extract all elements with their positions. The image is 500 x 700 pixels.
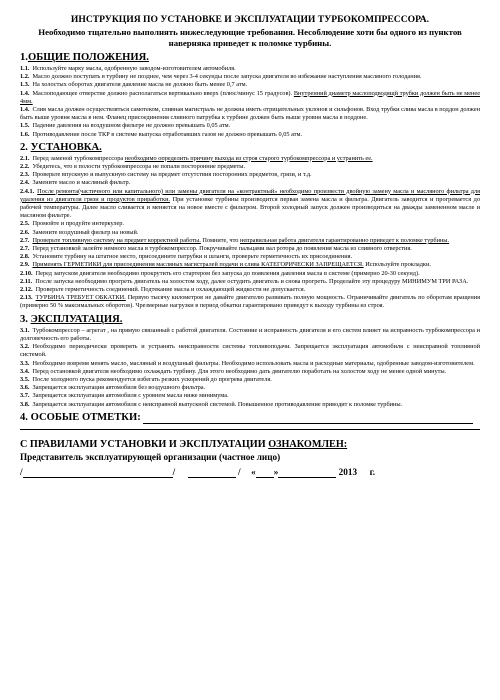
list-item: 2.4. Замените масло и масляный фильтр. — [20, 179, 131, 187]
month-field[interactable] — [278, 468, 336, 478]
special-notes-line[interactable] — [143, 414, 473, 424]
section-3-number: 3. — [20, 313, 28, 325]
list-item: 3.7. Запрещается эксплуатация автомобиля с уровнем масла ниже минимума. — [20, 392, 229, 400]
representative-label: Представитель эксплуатирующей организации (частное лицо) — [20, 451, 281, 462]
list-item: 3.1. Турбокомпрессор – агрегат , на прямую связанный с работой двигателя. Состояние и исправность двигателя и его систем влияет на исправность турбокомпрессора и долговечность его работы. — [20, 326, 480, 342]
list-item: 2.13. ТУРБИНА ТРЕБУЕТ ОБКАТКИ. Первую тысячу километров не давайте двигателю развивать полную мощность. Ограничивайте двигатель по оборотам вращения (примерно 50 % максимальных оборотов). Чрезмерные нагрузки в период обкатки гарантировано приведут к выходу турбины из строя. — [20, 294, 480, 310]
section-2-heading — [20, 142, 480, 154]
year-value: 2013 — [338, 466, 358, 477]
instruction-page — [20, 0, 480, 478]
list-item: 2.7. Перед установкой залейте немного масла в турбокомпрессор. Покручивайте пальцами вал ротора до появления масла из сливного отверстия. — [20, 245, 412, 253]
list-item: 2.11. После запуска необходимо прогреть двигатель на холостом ходу, далее остудить двигатель и снова прогреть. Проделайте эту процедуру МИНИМУМ ТРИ РАЗА. — [20, 277, 469, 285]
list-item: 1.1. Используйте марку масла, одобренную заводом-изготовителем автомобиля. — [20, 65, 236, 72]
list-item: 1.2. Масло должно поступать в турбину не позднее, чем через 3-4 секунды после запуска двигателя во избежание наступления масляного голодания. — [20, 73, 422, 81]
list-item: 3.3. Необходимо вовремя менять масло, масляный и воздушный фильтры. Необходимо использовать масла и расходные материалы, одобренные заводом-изготовителем. — [20, 359, 475, 367]
section-2-list — [20, 155, 480, 311]
list-item: 2.5. Промойте и продуйте интеркулер. — [20, 220, 125, 228]
section-1-heading — [20, 52, 480, 64]
section-2-number: 2. — [20, 141, 28, 153]
list-item: 1.5. Падение давления на воздушном фильтре не должно превышать 0,05 атм. — [20, 122, 231, 130]
list-item: 3.8. Запрещается эксплуатация автомобиля с неисправной выпускной системой. Повышенное противодавление приводит к поломке турбины. — [20, 400, 403, 408]
list-item: 2.9. Применять ГЕРМЕТИКИ для присоединения масляных магистралей подачи и слива КАТЕГОРИЧЕСКИ ЗАПРЕЩАЕТСЯ. Используйте прокладки. — [20, 261, 431, 269]
signature-line: / / / « » 2013 г. — [20, 466, 376, 477]
section-1-list — [20, 65, 480, 139]
section-3-title: ЭКСПЛУАТАЦИЯ. — [30, 313, 123, 325]
day-field[interactable] — [256, 468, 274, 478]
list-item: 2.7. Проверьте топливную систему на предмет корректной работы. Помните, что неправильная работа двигателя гарантированно приведет к поломке турбины. — [20, 236, 450, 244]
section-3-heading — [20, 314, 480, 326]
section-4-title: ОСОБЫЕ ОТМЕТКИ: — [30, 411, 141, 423]
signature-field[interactable] — [188, 468, 236, 478]
section-4-number: 4. — [20, 411, 28, 423]
section-4-heading — [20, 412, 480, 424]
name-field[interactable] — [23, 468, 173, 478]
section-3-list — [20, 327, 480, 409]
inner-diameter-note: Внутренний диаметр маслоподводящй трубки должен быть не менее 4мм. — [20, 89, 481, 105]
list-item: 1.4. Слив масла должен осуществляться самотеком, сливная магистраль не должна иметь отрицательных уклонов и сильфонов. Вход трубки слива масла в поддон должен быть выше уровня масла в нем. Фланец присоединения сливного патрубка к турбине должен быть выше уровня масла в поддоне. — [20, 106, 480, 122]
list-item: 1.6. Противодавление после ТКР в системе выпуска отработавших газов не должно превышать 0,05 атм. — [20, 130, 303, 138]
section-1-title: ОБЩИЕ ПОЛОЖЕНИЯ. — [27, 52, 149, 63]
section-1-number: 1. — [20, 52, 28, 63]
list-item: 3.2. Необходимо периодически проверять и устранять неисправности системы топливоподачи. Запрещается эксплуатация автомобиля с неисправной топливной системой. — [20, 343, 480, 359]
list-item: 2.4.1. После ремонта(частичного или капитального) или замены двигателя на «контрактный» необходимо произвести двойную замену масла и масляного фильтра для удаления из двигателя грязи и продуктов приработки. При установке турбины производится первая замена масла и фильтра. Двигатель заводится и прогревается до рабочей температуры. Далее масло сливается и меняется на новое вместе с фильтром. Второй холодный запуск должен производиться на дважды замененном масле и масляном фильтре. — [20, 187, 480, 220]
list-item: 3.4. Перед остановкой двигателя необходимо охлаждать турбину. Для этого необходимо дать двигателю поработать на холостом ходу не менее одной минуты. — [20, 367, 447, 375]
list-item: 2.10. Перед запуском двигателя необходимо прокрутить его стартером без запуска до появления давления масла в системе (примерно 20-30 секунд). — [20, 269, 420, 277]
list-item: 1.3. На холостых оборотах двигателя давление масла не должно быть менее 0,7 атм. — [20, 81, 248, 89]
list-item: 2.3. Проверьте впускную и выпускную систему на предмет отсутствия посторонних предметов, грязи, и т.д. — [20, 171, 312, 179]
divider — [20, 429, 480, 430]
list-item: 2.2. Убедитесь, что в полости турбокомпрессора не попали посторонние предметы. — [20, 163, 246, 171]
list-item: 2.6. Замените воздушный фильтр на новый. — [20, 228, 139, 236]
intro-warning: Необходимо тщательно выполнять нижеследующие требования. Несоблюдение хоти бы одного из пунктов наверняка приведет к поломке турбины. — [38, 27, 462, 48]
list-item: 2.8. Установите турбину на штатное место, присоедините патрубки и шланги, проверьте герметичность их присоединения. — [20, 253, 353, 261]
acknowledgement-heading: С ПРАВИЛАМИ УСТАНОВКИ И ЭКСПЛУАТАЦИИ ОЗНАКОМЛЕН: — [20, 438, 348, 450]
list-item: 3.5. После холодного пуска рекомендуется избегать резких ускорений до прогрева двигателя. — [20, 375, 272, 383]
list-item: 1.4. Маслоподающее отверстие должно располагаться вертикально вверх (плюс/минус 15 градусов). Внутренний диаметр маслоподводящй трубки должен быть не менее 4мм. — [20, 89, 481, 105]
document-title: ИНСТРУКЦИЯ ПО УСТАНОВКЕ И ЭКСПЛУАТАЦИИ ТУРБОКОМПРЕССОРА. — [70, 14, 430, 25]
list-item: 2.1. Перед заменой турбокомпрессора необходимо определить причину выхода из строя старого турбокомпрессора и устранить ее. — [20, 154, 373, 162]
list-item: 2.12. Проверьте герметичность соединений. Подтекание масла и охлаждающей жидкости не допускается. — [20, 286, 306, 294]
section-2-title: УСТАНОВКА. — [30, 141, 102, 153]
list-item: 3.6. Запрещается эксплуатация автомобиля без воздушного фильтра. — [20, 384, 206, 392]
